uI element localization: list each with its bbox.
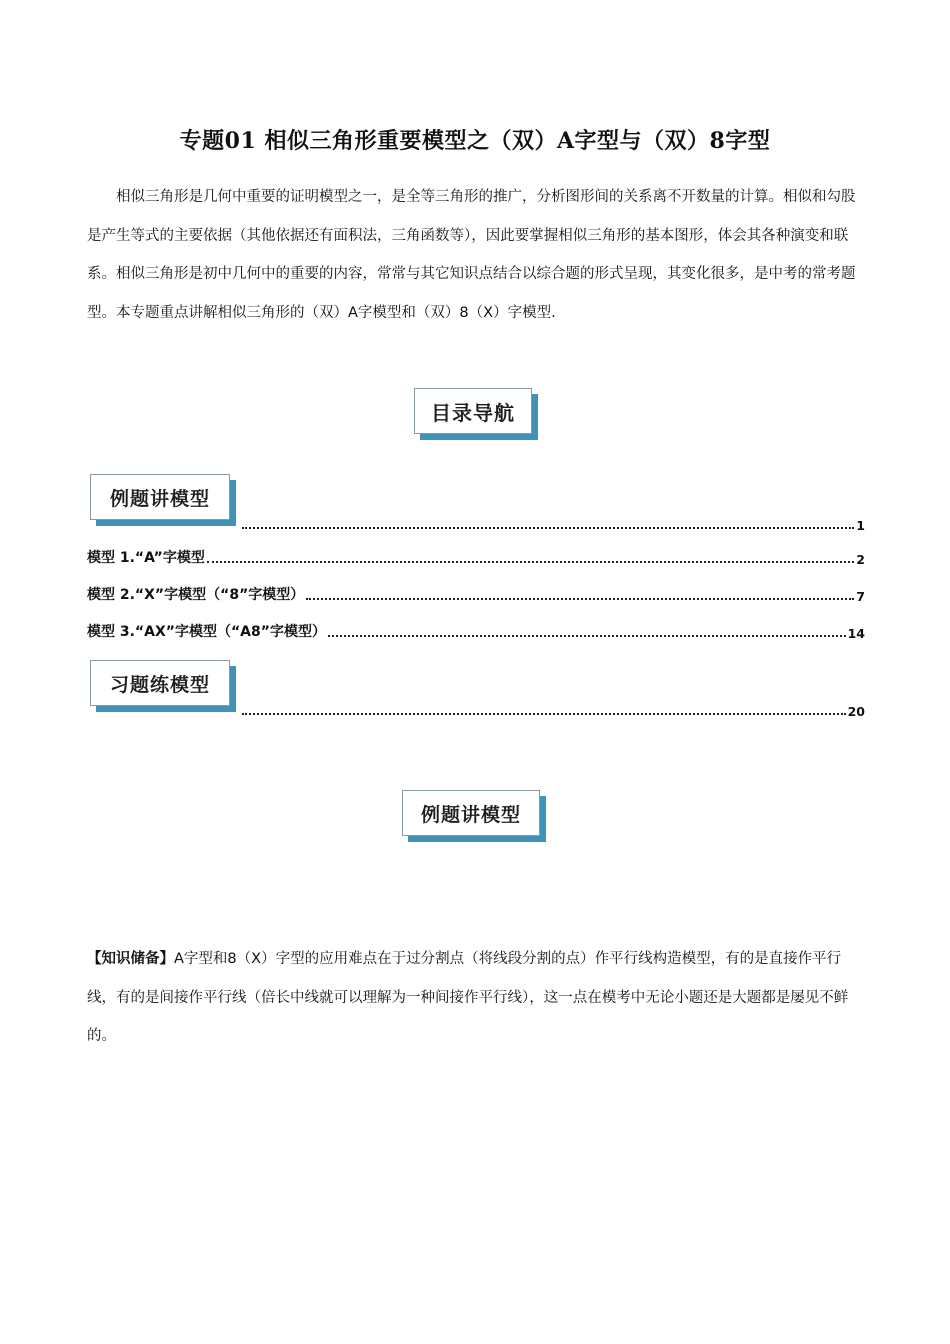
toc-heading-badge: 目录导航 <box>414 388 532 434</box>
intro-text: 相似三角形是几何中重要的证明模型之一，是全等三角形的推广，分析图形间的关系离不开数量的计算。相似和勾股是产生等式的主要依据（其他依据还有面积法，三角函数等），因此要掌握相似三角形的基本图形，体会其各种演变和联系。相似三角形是初中几何中的重要的内容，常常与其它知识点结合以综合题的形式呈现，其变化很多，是中考的常考题型。本专题重点讲解相似三角形的（双）A字模型和（双）8（X）字模型. <box>87 189 856 321</box>
leader-dots <box>242 712 846 715</box>
toc-section2-row[interactable] <box>240 704 865 719</box>
toc-item-model3[interactable] <box>87 621 865 641</box>
intro-paragraph <box>87 178 865 332</box>
leader-dots <box>207 560 854 563</box>
page-title: 专题01 相似三角形重要模型之（双）A字型与（双）8字型 <box>179 128 771 154</box>
toc-page-number: 7 <box>856 589 865 604</box>
knowledge-note <box>87 940 865 1056</box>
leader-dots <box>306 597 854 600</box>
leader-dots <box>242 526 854 529</box>
note-text: A字型和8（X）字型的应用难点在于过分割点（将线段分割的点）作平行线构造模型，有的是直接作平行线，有的是间接作平行线（倍长中线就可以理解为一种间接作平行线），这一点在模考中无论小题还是大题都是屡见不鲜的。 <box>87 951 849 1044</box>
toc-page-number: 2 <box>856 552 865 567</box>
toc-item-label: 模型 1.“A”字模型 <box>87 550 205 566</box>
section-badge: 例题讲模型 <box>402 790 540 836</box>
note-lead: 【知识储备】 <box>87 951 174 967</box>
toc-section2-badge[interactable]: 习题练模型 <box>90 660 230 706</box>
toc-item-model1[interactable] <box>87 547 865 567</box>
toc-page-number: 1 <box>856 518 865 533</box>
leader-dots <box>328 634 846 637</box>
toc-item-label: 模型 2.“X”字模型（“8”字模型） <box>87 587 305 603</box>
toc-page-number: 20 <box>847 704 865 719</box>
toc-item-model2[interactable] <box>87 584 865 604</box>
toc-section1-badge[interactable]: 例题讲模型 <box>90 474 230 520</box>
toc-item-label: 模型 3.“AX”字模型（“A8”字模型） <box>87 624 326 640</box>
toc-section1-row[interactable] <box>240 518 865 533</box>
toc-page-number: 14 <box>847 626 865 641</box>
